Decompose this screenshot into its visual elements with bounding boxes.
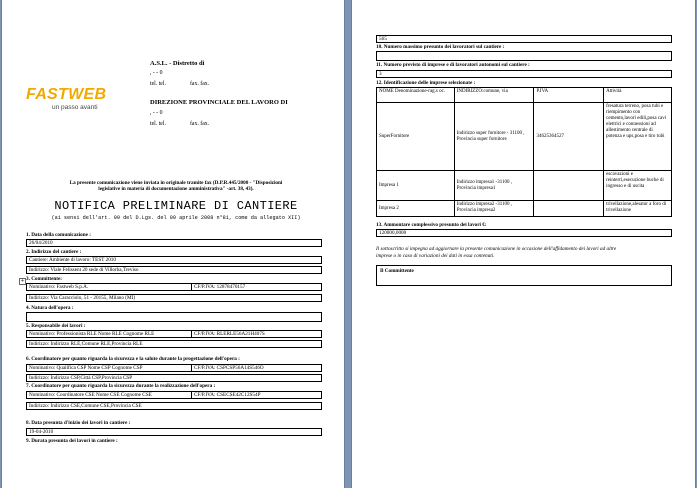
table-cell: trivellazione,alesatur a foro di trivellazione xyxy=(604,201,672,217)
table-cell: escavazioni e reinterri,esecuzione buche di ingresso e di uscita xyxy=(604,171,672,201)
section-5-address: Indirizzo: Indirizzo RLE,Comune RLE,Provincia RLE xyxy=(26,340,322,348)
notice-line-1: Il sottoscritto si impegna ad aggiornare la presente comunicazione in occasione dell'affidamento dei lavori ad altre xyxy=(376,246,617,252)
logo-wordmark: FASTWEB xyxy=(26,86,107,103)
fastweb-logo xyxy=(26,87,106,111)
document-subtitle: (ai sensi dell'art. 99 del D.Lgs. del 09 aprile 2008 n°81, come da allegato XII) xyxy=(51,215,301,221)
table-header-cell: Attività xyxy=(604,88,672,103)
table-row xyxy=(377,171,672,201)
section-2-label: 2. Indirizzo del cantiere : xyxy=(26,249,82,255)
section-9-label: 9. Durata presunta dei lavori in cantiere : xyxy=(26,438,118,444)
section-1-value: 26/04/2010 xyxy=(26,239,322,247)
section-8-label: 8. Data presunta d'inizio dei lavori in cantiere : xyxy=(26,420,131,426)
section-2-row-2: Indirizzo: Viale Felissent 20 sede di Villorba,Treviso xyxy=(26,266,322,274)
section-3-name: Nominativo: Fastweb S.p.A. xyxy=(26,283,192,291)
section-12-label: 12. Identificazione delle imprese selezionate : xyxy=(376,80,476,86)
section-8-value: 19-04-2010 xyxy=(26,428,322,436)
section-6-cf: CF/P.IVA: CSPCSP56A14S546O xyxy=(191,364,322,372)
section-3-label: 3. Committente: xyxy=(26,276,63,282)
section-7-name: Nominativo: Coordinatore CSE Nome CSE Cognome CSE xyxy=(26,391,192,399)
asl-fax: fax. fax. xyxy=(190,81,210,87)
section-6-label: 6. Coordinatore per quanto riguarda la sicurezza e la salute durante la progettazione dell'opera : xyxy=(26,356,240,362)
table-cell: 34625364527 xyxy=(534,103,604,171)
section-4-label: 4. Natura dell'opera : xyxy=(26,305,74,311)
intro-line-1: La presente comunicazione viene inviata in originale tramite fax (D.P.R.445/2000 - "Disposizioni xyxy=(69,180,283,186)
notice-line-2: imprese o in caso di variazioni dei dati in essa contenuti. xyxy=(376,253,495,259)
table-cell: fresatura terreno, posa tubi e riempimento con cemento,lavori edili,posa cavi elettrici e connessioni ad allestimento centrale di potenza e ups,posa e tiro tubi xyxy=(604,103,672,171)
section-7-address: Indirizzo: Indirizzo CSE,Comune CSE,Provincia CSE xyxy=(26,402,322,410)
table-cell: Impresa 2 xyxy=(377,201,455,217)
table-header-row xyxy=(377,88,672,103)
table-cell: Impresa 1 xyxy=(377,171,455,201)
document-title: NOTIFICA PRELIMINARE DI CANTIERE xyxy=(54,199,298,213)
dpl-fax: fax. fax. xyxy=(190,121,210,127)
section-4-box xyxy=(26,312,322,322)
section-7-label: 7. Coordinatore per quanto riguarda la sicurezza durante la realizzazione dell'opera : xyxy=(26,383,216,389)
section-5-label: 5. Responsabile dei lavori : xyxy=(26,323,86,329)
committente-label: Il Committente xyxy=(380,268,414,274)
table-header-cell: NOME Denominazione-rag.s oc. xyxy=(377,88,455,103)
section-2-row-1: Cantiere: Ambiente di lavoro: TEST 2010 xyxy=(26,256,322,264)
section-3-address: Indirizzo: Via Caracciolo, 51 - 20155, Milano (MI) xyxy=(26,294,322,302)
imprese-table xyxy=(376,87,672,217)
section-10-box xyxy=(376,51,672,61)
table-move-handle-icon[interactable]: + xyxy=(20,278,25,284)
dpl-tel: tel. tel. xyxy=(150,121,166,127)
table-cell: Indirizzo impresa2 -31100 , Provincia impresa2 xyxy=(454,201,534,217)
table-cell: SuperFornitore xyxy=(377,103,455,171)
table-cell: Indirizzo super fornitore - 31100 , Provincia super fornitore xyxy=(454,103,534,171)
table-row xyxy=(377,201,672,217)
table-header-cell: P.IVA xyxy=(534,88,604,103)
section-3-cf: CF/P.IVA: 12878470157 xyxy=(191,283,322,291)
table-cell xyxy=(534,201,604,217)
table-cell xyxy=(534,171,604,201)
table-header-cell: INDIRIZZO:comune, via xyxy=(454,88,534,103)
section-13-label: 13. Ammontare complessivo presunto dei lavori €: xyxy=(376,222,487,228)
logo-tagline: un passo avanti xyxy=(52,104,98,111)
section-9-value: 565 xyxy=(376,35,672,43)
section-5-name: Nominativo: Professionista RLE Nome RLE Cognome RLE xyxy=(26,330,192,338)
table-cell: Indirizzo impresa1 -31100 , Provincia impresa1 xyxy=(454,171,534,201)
intro-line-2: legislative in materia di documentazione amministrativa" -art. 38, 43). xyxy=(98,186,254,192)
asl-title: A.S.L. - Distretto di xyxy=(150,60,205,67)
section-11-label: 11. Numero previsto di imprese e di lavoratori autonomi sul cantiere : xyxy=(376,62,530,68)
section-5-cf: CF/P.IVA: RLERLE56A21H407S xyxy=(191,330,322,338)
section-10-label: 10. Numero massimo presunto dei lavoratori sul cantiere : xyxy=(376,44,505,50)
section-13-value: 120000,0000 xyxy=(376,229,672,237)
section-6-address: Indirizzo: Indirizzo CSP,Città CSP,Provincia CSP xyxy=(26,374,322,382)
document-page-1 xyxy=(2,0,344,488)
section-1-label: 1. Data della comunicazione : xyxy=(26,232,91,238)
section-7-cf: CF/P.IVA: CSECSE42C12S54P xyxy=(191,391,322,399)
dpl-dots: , - - 0 xyxy=(150,110,163,116)
table-row xyxy=(377,103,672,171)
section-6-name: Nominativo: Qualifica CSP Nome CSP Cognome CSP xyxy=(26,364,192,372)
asl-tel: tel. tel. xyxy=(150,81,166,87)
dpl-title: DIREZIONE PROVINCIALE DEL LAVORO DI xyxy=(150,99,288,106)
asl-dots: , - - 0 xyxy=(150,70,163,76)
committente-box xyxy=(376,265,672,286)
document-page-2 xyxy=(352,0,695,488)
section-11-value: 3 xyxy=(376,70,672,78)
